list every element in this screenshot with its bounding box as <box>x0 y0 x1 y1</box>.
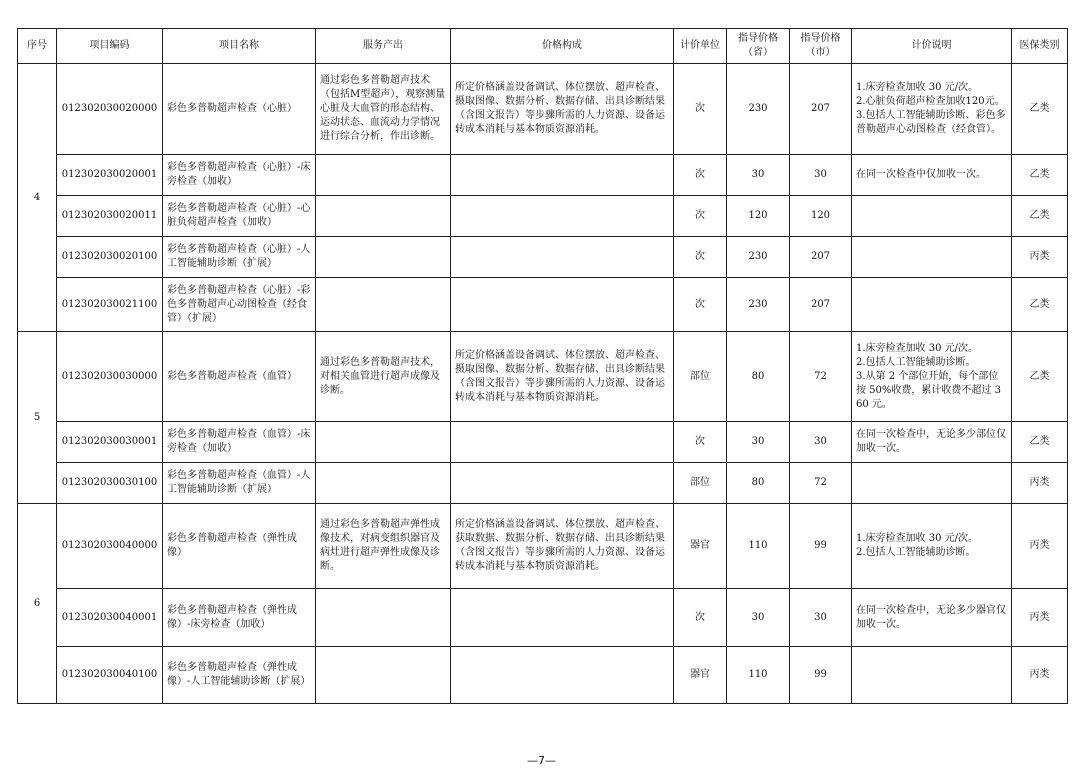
cell-output <box>316 237 451 278</box>
header-col-composition: 价格构成 <box>451 29 674 64</box>
cell-category: 丙类 <box>1012 237 1068 278</box>
cell-unit: 次 <box>674 155 727 196</box>
cell-price-prov: 110 <box>727 504 790 589</box>
table-row <box>18 332 1068 422</box>
cell-composition: 所定价格涵盖设备调试、体位摆放、超声检查、获取数据、数据分析、数据存储、出具诊断结果（含图文报告）等步骤所需的人力资源、设备运转成本消耗与基本物质资源消耗。 <box>451 504 674 589</box>
cell-composition <box>451 237 674 278</box>
cell-note <box>852 196 1012 237</box>
cell-category: 丙类 <box>1012 647 1068 704</box>
cell-price-city: 72 <box>790 332 852 422</box>
cell-price-prov: 230 <box>727 237 790 278</box>
cell-code: 012302030020001 <box>57 155 163 196</box>
table-row <box>18 504 1068 589</box>
cell-unit: 部位 <box>674 332 727 422</box>
table-row <box>18 237 1068 278</box>
cell-category: 丙类 <box>1012 589 1068 647</box>
cell-output <box>316 278 451 332</box>
cell-output: 通过彩色多普勒超声技术（包括M型超声），观察测量心脏及大血管的形态结构、运动状态、血流动力学情况进行综合分析，作出诊断。 <box>316 64 451 155</box>
cell-note <box>852 237 1012 278</box>
cell-note <box>852 463 1012 504</box>
header-col-unit: 计价单位 <box>674 29 727 64</box>
cell-output <box>316 155 451 196</box>
cell-name: 彩色多普勒超声检查（弹性成像）-人工智能辅助诊断（扩展） <box>163 647 316 704</box>
cell-seq: 4 <box>18 64 57 332</box>
cell-price-prov: 120 <box>727 196 790 237</box>
cell-category: 丙类 <box>1012 504 1068 589</box>
page-number: —7— <box>527 754 556 767</box>
cell-price-prov: 230 <box>727 278 790 332</box>
header-col-code: 项目编码 <box>57 29 163 64</box>
cell-composition <box>451 422 674 463</box>
cell-code: 012302030020000 <box>57 64 163 155</box>
cell-name: 彩色多普勒超声检查（血管）-床旁检查（加收） <box>163 422 316 463</box>
cell-name: 彩色多普勒超声检查（心脏）-心脏负荷超声检查（加收） <box>163 196 316 237</box>
table-row <box>18 589 1068 647</box>
cell-code: 012302030040001 <box>57 589 163 647</box>
table-row <box>18 64 1068 155</box>
cell-name: 彩色多普勒超声检查（弹性成像）-床旁检查（加收） <box>163 589 316 647</box>
cell-note: 在同一次检查中，无论多少器官仅加收一次。 <box>852 589 1012 647</box>
cell-unit: 次 <box>674 278 727 332</box>
cell-code: 012302030020011 <box>57 196 163 237</box>
cell-price-city: 72 <box>790 463 852 504</box>
cell-code: 012302030030100 <box>57 463 163 504</box>
cell-price-prov: 110 <box>727 647 790 704</box>
cell-unit: 器官 <box>674 647 727 704</box>
cell-composition <box>451 155 674 196</box>
table-body <box>18 64 1068 704</box>
pricing-table <box>17 28 1068 704</box>
header-col-name: 项目名称 <box>163 29 316 64</box>
cell-note <box>852 278 1012 332</box>
cell-composition <box>451 278 674 332</box>
cell-price-city: 30 <box>790 422 852 463</box>
cell-note <box>852 647 1012 704</box>
cell-note: 1.床旁检查加收 30 元/次。 2.包括人工智能辅助诊断。 <box>852 504 1012 589</box>
cell-name: 彩色多普勒超声检查（弹性成像） <box>163 504 316 589</box>
cell-name: 彩色多普勒超声检查（心脏）-彩色多普勒超声心动图检查（经食管）（扩展） <box>163 278 316 332</box>
cell-price-prov: 30 <box>727 589 790 647</box>
cell-output <box>316 422 451 463</box>
cell-category: 乙类 <box>1012 332 1068 422</box>
cell-price-prov: 230 <box>727 64 790 155</box>
cell-name: 彩色多普勒超声检查（心脏）-床旁检查（加收） <box>163 155 316 196</box>
cell-seq: 6 <box>18 504 57 704</box>
cell-price-city: 99 <box>790 504 852 589</box>
cell-composition <box>451 463 674 504</box>
cell-name: 彩色多普勒超声检查（心脏）-人工智能辅助诊断（扩展） <box>163 237 316 278</box>
cell-unit: 次 <box>674 589 727 647</box>
cell-note: 1.床旁检查加收 30 元/次。 2.心脏负荷超声检查加收120元。 3.包括人工智能辅助诊断、彩色多普勒超声心动图检查（经食管）。 <box>852 64 1012 155</box>
cell-code: 012302030040000 <box>57 504 163 589</box>
cell-code: 012302030021100 <box>57 278 163 332</box>
cell-price-city: 120 <box>790 196 852 237</box>
header-col-price-prov: 指导价格（省） <box>727 29 790 64</box>
cell-category: 乙类 <box>1012 422 1068 463</box>
cell-price-city: 207 <box>790 64 852 155</box>
cell-code: 012302030040100 <box>57 647 163 704</box>
cell-price-city: 207 <box>790 278 852 332</box>
cell-seq: 5 <box>18 332 57 504</box>
cell-unit: 部位 <box>674 463 727 504</box>
cell-code: 012302030030001 <box>57 422 163 463</box>
cell-unit: 器官 <box>674 504 727 589</box>
cell-name: 彩色多普勒超声检查（血管）-人工智能辅助诊断（扩展） <box>163 463 316 504</box>
header-col-output: 服务产出 <box>316 29 451 64</box>
cell-composition: 所定价格涵盖设备调试、体位摆放、超声检查、摄取图像、数据分析、数据存储、出具诊断结果（含图文报告）等步骤所需的人力资源、设备运转成本消耗与基本物质资源消耗。 <box>451 332 674 422</box>
cell-name: 彩色多普勒超声检查（心脏） <box>163 64 316 155</box>
cell-output: 通过彩色多普勒超声弹性成像技术，对病变组织器官及病灶进行超声弹性成像及诊断。 <box>316 504 451 589</box>
cell-category: 乙类 <box>1012 278 1068 332</box>
cell-category: 乙类 <box>1012 64 1068 155</box>
cell-note: 在同一次检查中仅加收一次。 <box>852 155 1012 196</box>
cell-price-prov: 30 <box>727 155 790 196</box>
table-header-row <box>18 29 1068 64</box>
header-col-seq: 序号 <box>18 29 57 64</box>
table-row <box>18 155 1068 196</box>
cell-category: 乙类 <box>1012 196 1068 237</box>
cell-composition <box>451 589 674 647</box>
table-row <box>18 278 1068 332</box>
cell-price-prov: 80 <box>727 332 790 422</box>
cell-composition <box>451 196 674 237</box>
cell-unit: 次 <box>674 64 727 155</box>
cell-unit: 次 <box>674 196 727 237</box>
table-row <box>18 463 1068 504</box>
cell-composition: 所定价格涵盖设备调试、体位摆放、超声检查、摄取图像、数据分析、数据存储、出具诊断结果（含图文报告）等步骤所需的人力资源、设备运转成本消耗与基本物质资源消耗。 <box>451 64 674 155</box>
header-col-category: 医保类别 <box>1012 29 1068 64</box>
cell-note: 1.床旁检查加收 30 元/次。 2.包括人工智能辅助诊断。 3.从第 2 个部位开始，每个部位按 50%收费，累计收费不超过 360 元。 <box>852 332 1012 422</box>
cell-price-city: 207 <box>790 237 852 278</box>
cell-price-city: 99 <box>790 647 852 704</box>
header-col-note: 计价说明 <box>852 29 1012 64</box>
cell-price-prov: 80 <box>727 463 790 504</box>
cell-code: 012302030020100 <box>57 237 163 278</box>
cell-output: 通过彩色多普勒超声技术，对相关血管进行超声成像及诊断。 <box>316 332 451 422</box>
cell-output <box>316 196 451 237</box>
table-row <box>18 647 1068 704</box>
cell-output <box>316 647 451 704</box>
table-row <box>18 196 1068 237</box>
cell-category: 丙类 <box>1012 463 1068 504</box>
cell-category: 乙类 <box>1012 155 1068 196</box>
cell-price-city: 30 <box>790 589 852 647</box>
cell-output <box>316 589 451 647</box>
cell-unit: 次 <box>674 237 727 278</box>
cell-code: 012302030030000 <box>57 332 163 422</box>
table-row <box>18 422 1068 463</box>
cell-note: 在同一次检查中，无论多少部位仅加收一次。 <box>852 422 1012 463</box>
cell-price-prov: 30 <box>727 422 790 463</box>
cell-output <box>316 463 451 504</box>
cell-name: 彩色多普勒超声检查（血管） <box>163 332 316 422</box>
cell-composition <box>451 647 674 704</box>
cell-price-city: 30 <box>790 155 852 196</box>
cell-unit: 次 <box>674 422 727 463</box>
header-col-price-city: 指导价格（市） <box>790 29 852 64</box>
